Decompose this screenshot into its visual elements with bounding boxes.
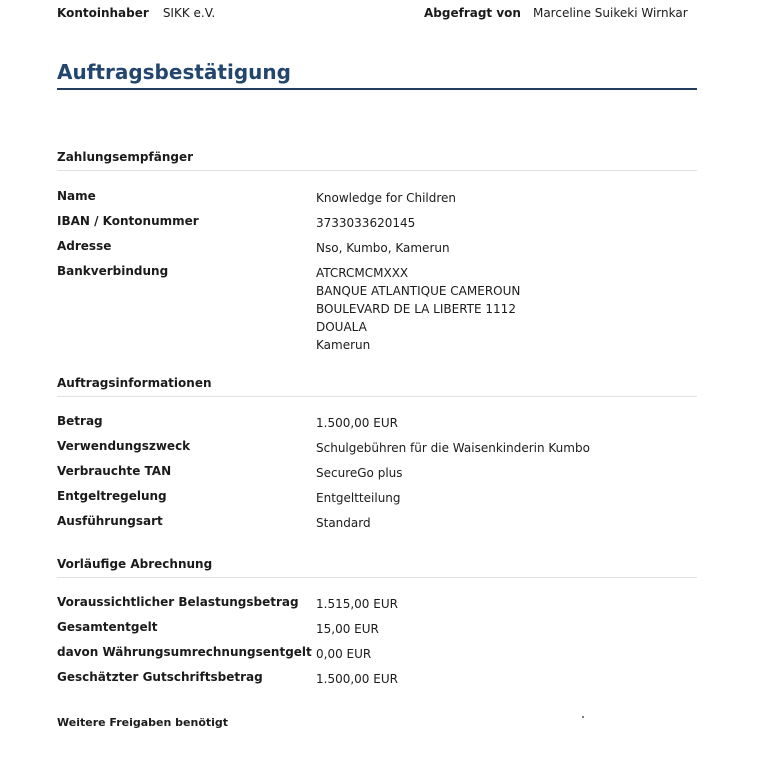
requested-by-value: Marceline Suikeki Wirnkar xyxy=(532,6,688,20)
account-holder-value: SIKK e.V. xyxy=(162,6,216,20)
bank-name: BANQUE ATLANTIQUE CAMEROUN xyxy=(316,284,521,298)
row-value: 1.500,00 EUR xyxy=(316,672,398,686)
row-label: IBAN / Kontonummer xyxy=(57,214,199,228)
order-info-heading: Auftragsinformationen xyxy=(57,376,212,390)
order-info-section xyxy=(57,376,697,537)
row-value: Knowledge for Children xyxy=(316,191,457,205)
bank-street: BOULEVARD DE LA LIBERTE 1112 xyxy=(316,302,516,316)
account-holder xyxy=(57,6,215,20)
payee-section xyxy=(57,150,697,352)
row-value: SecureGo plus xyxy=(316,466,403,480)
row-label: Entgeltregelung xyxy=(57,489,167,503)
requested-by-label: Abgefragt von xyxy=(424,6,521,20)
row-value: Standard xyxy=(316,516,371,530)
row-value: Entgeltteilung xyxy=(316,491,401,505)
requested-by xyxy=(424,6,688,20)
row-value: 3733033620145 xyxy=(316,216,416,230)
scan-speck xyxy=(582,716,584,718)
row-value: 15,00 EUR xyxy=(316,622,379,636)
row-label: Name xyxy=(57,189,96,203)
bank-bic: ATCRCMCMXXX xyxy=(316,266,409,280)
bank-country: Kamerun xyxy=(316,338,371,352)
row-value: 1.515,00 EUR xyxy=(316,597,398,611)
row-label: davon Währungsumrechnungsentgelt xyxy=(57,645,312,659)
row-label: Verbrauchte TAN xyxy=(57,464,172,478)
row-label: Adresse xyxy=(57,239,112,253)
row-label: Verwendungszweck xyxy=(57,439,191,453)
row-label: Ausführungsart xyxy=(57,514,163,528)
page-title: Auftragsbestätigung xyxy=(57,60,291,84)
settlement-heading: Vorläufige Abrechnung xyxy=(57,557,213,571)
settlement-section xyxy=(57,557,697,688)
row-label: Voraussichtlicher Belastungsbetrag xyxy=(57,595,299,609)
row-label: Gesamtentgelt xyxy=(57,620,158,634)
title-divider xyxy=(57,88,697,90)
row-value: 0,00 EUR xyxy=(316,647,372,661)
approval-note: Weitere Freigaben benötigt xyxy=(57,716,229,729)
row-value: Nso, Kumbo, Kamerun xyxy=(316,241,450,255)
account-holder-label: Kontoinhaber xyxy=(57,6,149,20)
bank-details xyxy=(316,264,520,354)
account-header xyxy=(57,6,708,26)
row-label: Betrag xyxy=(57,414,103,428)
payee-heading: Zahlungsempfänger xyxy=(57,150,194,164)
row-value: 1.500,00 EUR xyxy=(316,416,398,430)
row-value: Schulgebühren für die Waisenkinderin Kumbo xyxy=(316,441,590,455)
row-label: Bankverbindung xyxy=(57,264,169,278)
row-label: Geschätzter Gutschriftsbetrag xyxy=(57,670,263,684)
bank-city: DOUALA xyxy=(316,320,367,334)
